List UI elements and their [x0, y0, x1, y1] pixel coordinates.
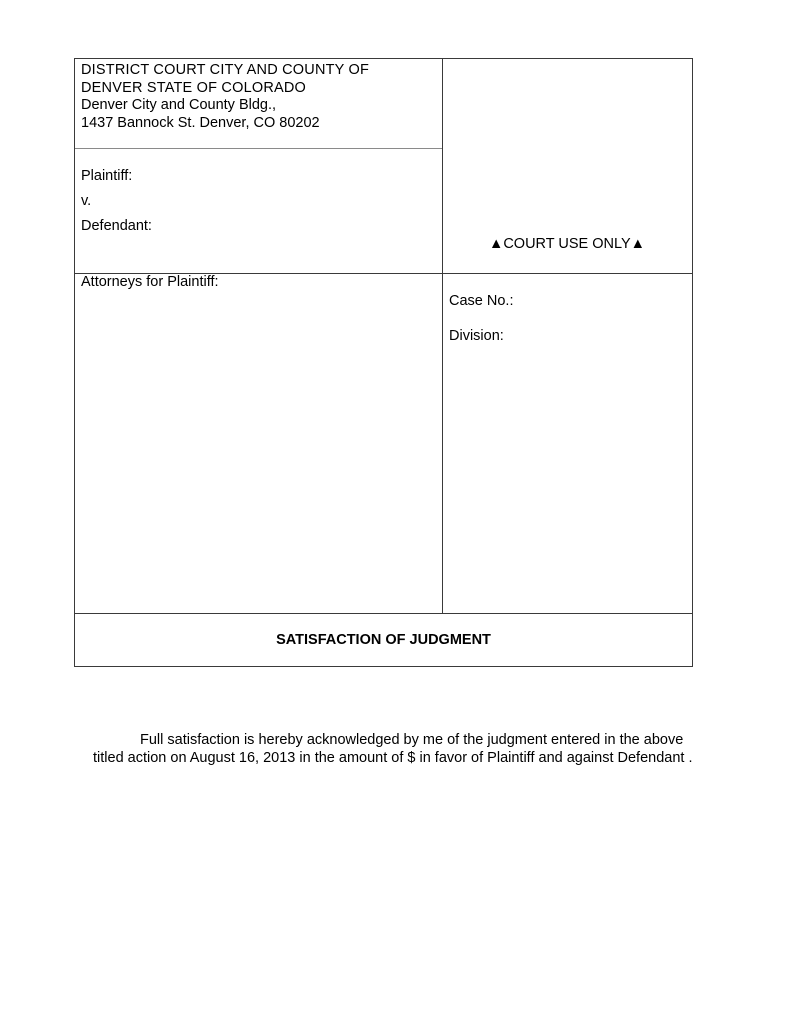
case-number-label: Case No.:: [449, 293, 514, 309]
division-label: Division:: [449, 328, 504, 344]
satisfaction-paragraph: Full satisfaction is hereby acknowledged by me of the judgment entered in the above titled action on August 16, 2013 in the amount of $ in favor of Plaintiff and against Defendant .: [93, 732, 693, 766]
caption-vertical-divider: [442, 59, 443, 614]
court-name-line1: DISTRICT COURT CITY AND COUNTY OF: [81, 62, 370, 78]
defendant-label: Defendant:: [81, 218, 152, 234]
court-address: [81, 96, 320, 132]
caption-divider-court: [75, 148, 442, 149]
court-address-line1: Denver City and County Bldg.,: [81, 97, 277, 113]
court-use-only-label: ▲COURT USE ONLY▲: [488, 236, 645, 252]
plaintiff-label: Plaintiff:: [81, 168, 133, 184]
caption-divider-title: [75, 613, 692, 614]
attorneys-label: Attorneys for Plaintiff:: [81, 274, 219, 290]
case-caption-box: [74, 58, 693, 667]
court-address-line2: 1437 Bannock St. Denver, CO 80202: [81, 115, 320, 131]
document-title: SATISFACTION OF JUDGMENT: [276, 632, 491, 648]
court-name-line2: DENVER STATE OF COLORADO: [81, 80, 307, 96]
versus-label: v.: [81, 193, 92, 209]
court-name: [81, 61, 369, 97]
